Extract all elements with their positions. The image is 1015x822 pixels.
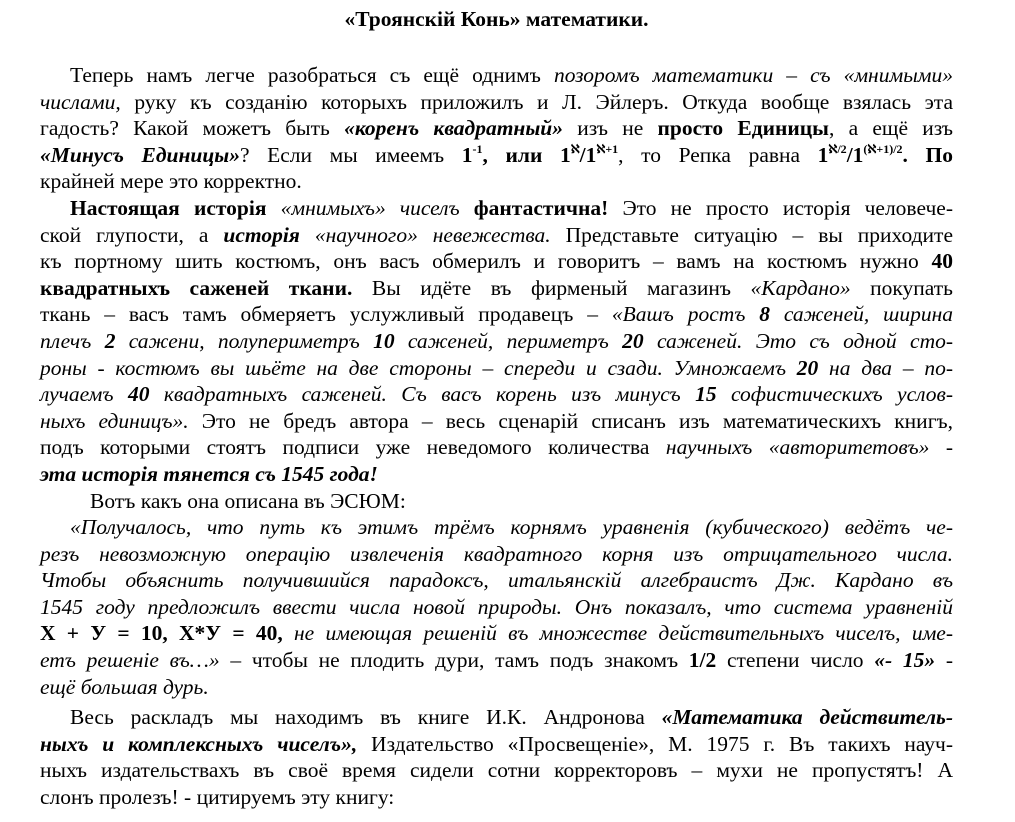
paragraph-3 [40,488,953,515]
text-run: ныхъ издательствахъ въ своё время сидели сотни корректоровъ – мухи не пропустятъ! А [40,758,953,783]
text-line [40,195,953,222]
text-run: Это не бредъ автора – весь сценарій списанъ изъ математическихъ книгъ, [188,408,954,433]
bold-italic-run: исторія [223,222,300,247]
bold-run: просто Единицы [657,116,829,141]
formula-comma: , или [482,142,560,167]
italic-run: роны - костюмъ вы шьёте на две стороны – спереди и сзади. Умножаемъ [40,355,797,380]
text-run: Теперь намъ легче разобраться съ ещё однимъ [70,63,554,87]
paragraph-2 [40,195,953,488]
text-line [40,674,953,701]
text-run: , а ещё изъ [828,116,953,141]
page-title: «Троянскій Конь» математики. [344,7,649,31]
formula-base: 1 [559,142,571,167]
text-line [40,62,953,89]
text-line [40,301,953,328]
italic-run: научныхъ «авторитетовъ» [665,435,930,460]
text-line [40,381,953,408]
bold-italic-run: 40 [127,382,150,407]
text-line [40,620,953,647]
text-run: Вы идёте въ фирменый магазинъ [352,275,751,300]
italic-run: плечъ [40,328,105,353]
bold-run: фантастична! [459,195,609,220]
formula-exponent: ℵ/2 [828,141,847,156]
formula-exponent: ℵ+1 [596,141,619,156]
italic-run: ещё большая дурь. [40,674,209,699]
top-border [0,0,1015,3]
text-run: Вотъ какъ она описана въ ЭСЮМ: [90,488,406,513]
italic-run: квадратныхъ саженей. Съ васъ корень изъ минусъ [149,382,696,407]
text-run: степени число [716,648,875,673]
text-line [40,434,953,461]
italic-run: лучаемъ [40,382,128,407]
text-line [40,408,953,435]
text-run: ? Если мы имеемъ [239,142,462,167]
text-run: Весь раскладъ мы находимъ въ книге И.К. Андронова [70,705,662,730]
italic-run: «научного» невежества. [299,222,551,247]
text-run: Это не просто исторія человече- [608,195,953,220]
paragraph-4-quote [40,514,953,700]
bold-italic-run: эта исторія тянется съ 1545 года! [40,461,378,486]
text-line [40,461,953,488]
italic-run: саженей. Это съ одной сто- [643,328,953,353]
text-line [40,355,953,382]
italic-run: 1545 году предложилъ ввести числа новой природы. Онъ показалъ, что система уравненій [40,594,953,619]
text-run: ской глупости, а [40,222,224,247]
formula-exponent: ℵ [570,141,580,156]
italic-run: на два – по- [818,355,953,380]
bold-run: . По [902,142,953,167]
italic-run: саженей, ширина [770,302,953,327]
italic-run: сажени, полупериметръ [115,328,374,353]
italic-run: «Кардано» [750,275,851,300]
bold-italic-run: «Минусъ Единицы» [40,142,240,167]
text-line [40,784,953,811]
text-line [40,541,953,568]
bold-italic-run: ныхъ и комплексныхъ чиселъ», [40,731,358,756]
bold-italic-run: 2 [104,328,116,353]
bold-italic-run: «Математика действитель- [661,705,953,730]
text-run: Издательство «Просвещеніе», М. 1975 г. Въ такихъ науч- [357,731,953,756]
bold-italic-run: «коренъ квадратный» [344,116,563,141]
text-line [40,275,953,302]
italic-run: ныхъ единицъ». [40,408,189,433]
text-run: - [929,435,953,460]
text-run: покупать [850,275,953,300]
text-run: слонъ пролезъ! - цитируемъ эту книгу: [40,785,395,810]
formula-exponent: -1 [472,141,483,156]
paragraph-1 [40,62,953,195]
bold-italic-run: 8 [759,302,771,327]
formula-part: /1 [846,142,864,167]
text-run: – чтобы не плодить дури, тамъ подъ знакомъ [219,648,689,673]
bold-run: квадратныхъ саженей ткани. [40,275,353,300]
text-line [40,757,953,784]
text-line [40,248,953,275]
text-line [40,328,953,355]
bold-run: 40 [931,249,953,274]
formula-part: /1 [579,142,597,167]
italic-run: Чтобы объяснить получившийся парадоксъ, итальянскій алгебраистъ Дж. Кардано въ [40,568,953,593]
italic-run: етъ решеніе въ…» [40,648,220,673]
bold-italic-run: 10 [373,328,395,353]
text-run: руку къ созданію которыхъ приложилъ и Л. Эйлеръ. Откуда вообще взялась эта [120,89,953,114]
italic-run: «Вашъ ростъ [611,302,760,327]
formula-base: 1 [461,142,473,167]
bold-run: Х + У = 10, Х*У = 40, [40,621,283,646]
formula-exponent: (ℵ+1)/2 [863,141,903,156]
italic-run: не имеющая решеній въ множестве действительныхъ чиселъ, име- [282,621,953,646]
italic-run: позоромъ математики – съ «мнимыми» [553,63,953,87]
italic-run: софистическихъ услов- [716,382,953,407]
bold-run: Настоящая исторія [70,195,281,220]
italic-run: числами, [40,89,121,114]
text-line [40,594,953,621]
text-run: , то Репка равна [618,142,818,167]
text-line [40,731,953,758]
text-run: къ портному шить костюмъ, онъ васъ обмерилъ и говоритъ – вамъ на костюмъ нужно [40,249,932,274]
text-line [40,647,953,674]
text-line [40,514,953,541]
italic-run: саженей, периметръ [394,328,623,353]
italic-run: резъ невозможную операцію извлеченія квадратного корня изъ отрицательного числа. [40,541,953,566]
italic-run: «Получалось, что путь къ этимъ трёмъ корнямъ уравненія (кубического) ведётъ че- [70,515,953,540]
text-run: крайней мере это корректно. [40,169,302,194]
text-line [40,222,953,249]
text-line [40,89,953,116]
text-line [40,704,953,731]
text-line [40,115,953,142]
text-line [40,142,953,169]
text-line [40,488,953,515]
bold-italic-run: 15 [695,382,717,407]
text-run: изъ не [563,116,658,141]
formula-base: 1 [817,142,829,167]
text-run: - [935,648,954,673]
document-page [40,6,953,811]
bold-italic-run: 20 [622,328,644,353]
paragraph-5 [40,704,953,810]
bold-italic-run: 20 [796,355,819,380]
bold-run: 1/2 [688,648,717,673]
text-line [40,567,953,594]
bold-italic-run: «- 15» [874,648,936,673]
text-run: гадость? Какой можетъ быть [40,116,345,141]
text-line [40,168,953,195]
text-run: ткань – васъ тамъ обмеряетъ услужливый продавецъ – [40,302,612,327]
text-run: подъ которыми стоятъ подписи уже неведомого количества [40,435,666,460]
italic-run: «мнимыхъ» чиселъ [280,195,460,220]
text-run: Представьте ситуацію – вы приходите [550,222,953,247]
